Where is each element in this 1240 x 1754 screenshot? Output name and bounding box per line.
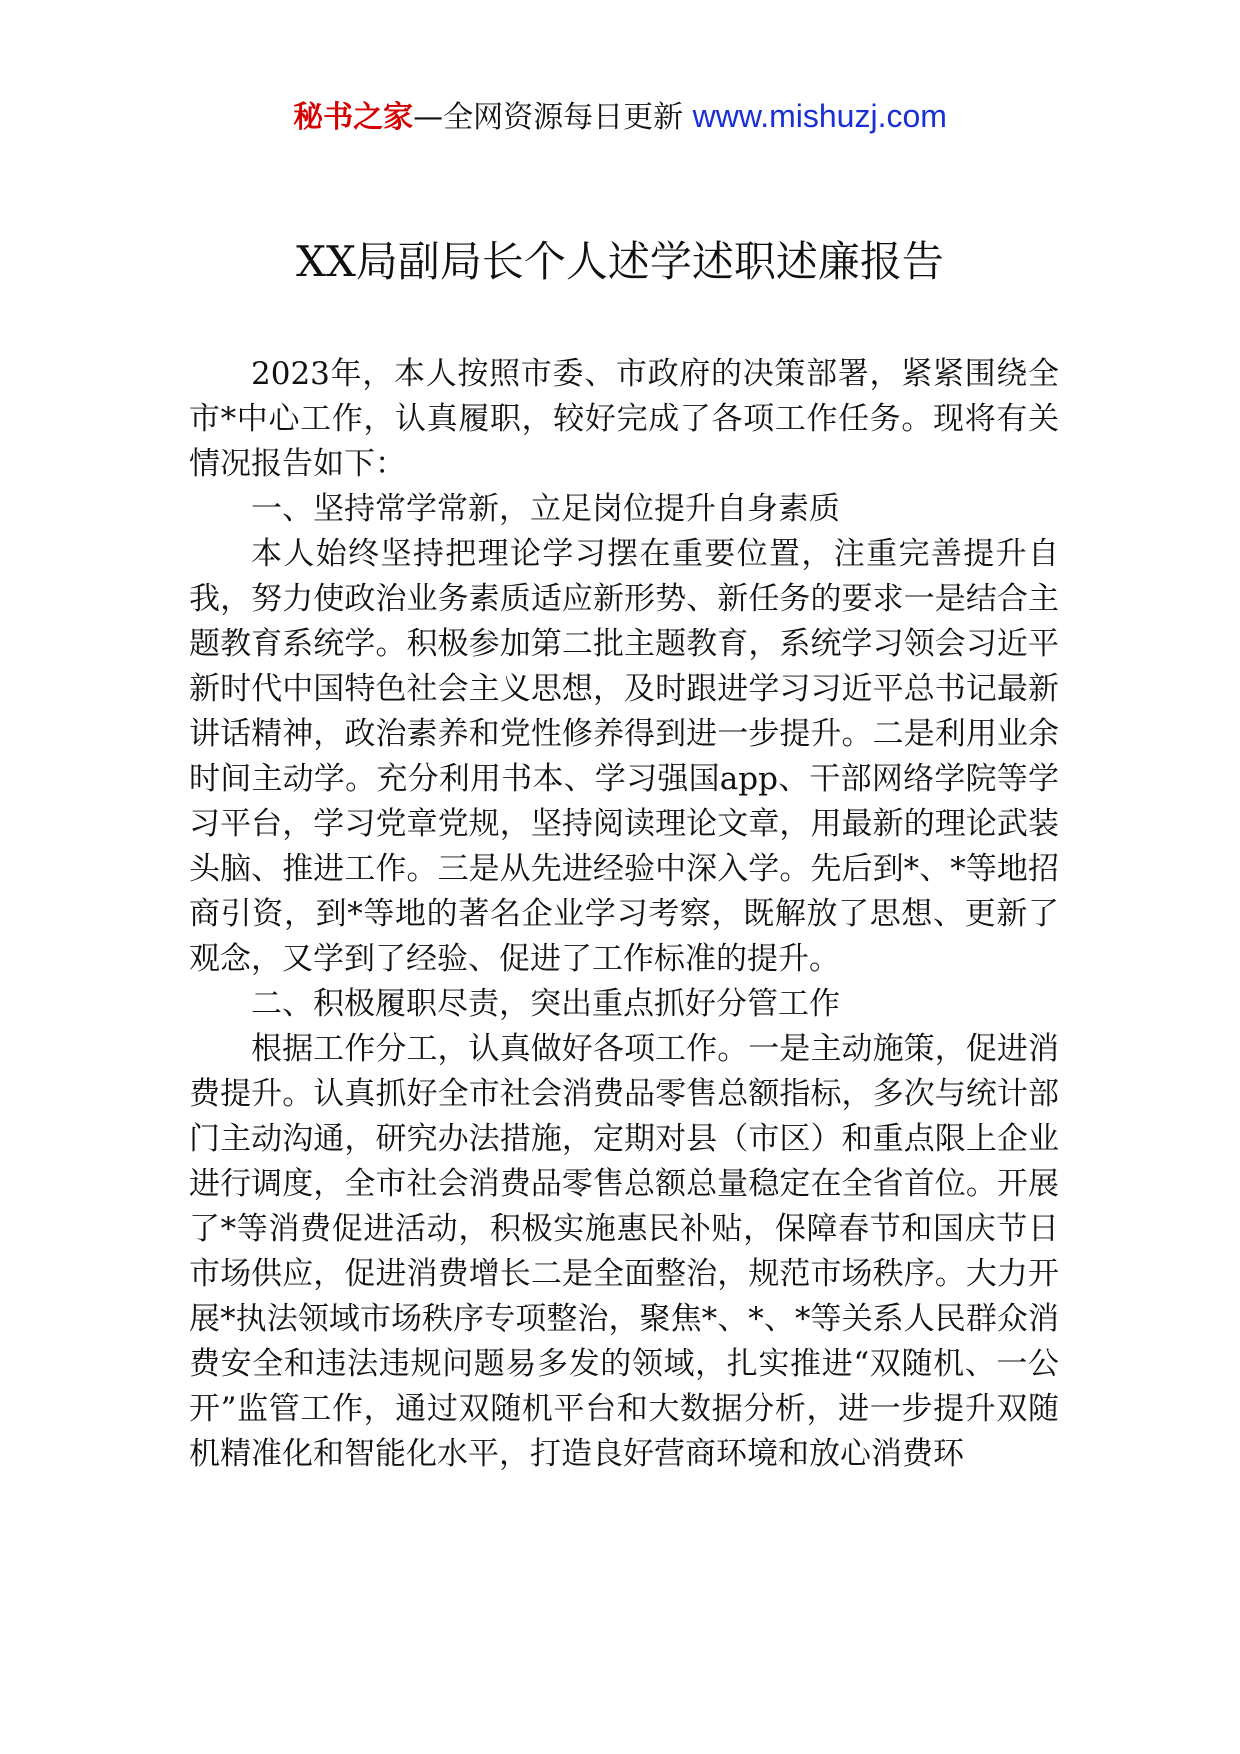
section-1-paragraph: 本人始终坚持把理论学习摆在重要位置，注重完善提升自我，努力使政治业务素质适应新形势、新任务的要求一是结合主题教育系统学。积极参加第二批主题教育，系统学习领会习近平新时代中国特色社会主义思想，及时跟进学习习近平总书记最新讲话精神，政治素养和党性修养得到进一步提升。二是利用业余时间主动学。充分利用书本、学习强国app、干部网络学院等学习平台，学习党章党规，坚持阅读理论文章，用最新的理论武装头脑、推进工作。三是从先进经验中深入学。先后到*、*等地招商引资，到*等地的著名企业学习考察，既解放了思想、更新了观念，又学到了经验、促进了工作标准的提升。 — [189, 536, 1059, 977]
brand-name: 秘书之家 — [293, 100, 414, 135]
site-url[interactable]: www.mishuzj.com — [692, 98, 947, 134]
intro-paragraph: 2023年，本人按照市委、市政府的决策部署，紧紧围绕全市*中心工作，认真履职，较好完成了各项工作任务。现将有关情况报告如下： — [189, 356, 1059, 482]
site-banner — [0, 96, 1240, 138]
document-title: XX局副局长个人述学述职述廉报告 — [296, 237, 944, 286]
document-body — [189, 352, 1059, 1477]
section-2-paragraph: 根据工作分工，认真做好各项工作。一是主动施策，促进消费提升。认真抓好全市社会消费品零售总额指标，多次与统计部门主动沟通，研究办法措施，定期对县（市区）和重点限上企业进行调度，全市社会消费品零售总额总量稳定在全省首位。开展了*等消费促进活动，积极实施惠民补贴，保障春节和国庆节日市场供应，促进消费增长二是全面整治，规范市场秩序。大力开展*执法领域市场秩序专项整治，聚焦*、*、*等关系人民群众消费安全和违法违规问题易多发的领域，扎实推进“双随机、一公开”监管工作，通过双随机平台和大数据分析，进一步提升双随机精准化和智能化水平，打造良好营商环境和放心消费环 — [189, 1031, 1059, 1472]
section-heading-2: 二、积极履职尽责，突出重点抓好分管工作 — [251, 986, 840, 1022]
section-heading-1: 一、坚持常学常新，立足岗位提升自身素质 — [251, 491, 840, 527]
banner-tagline: —全网资源每日更新 — [413, 100, 684, 135]
